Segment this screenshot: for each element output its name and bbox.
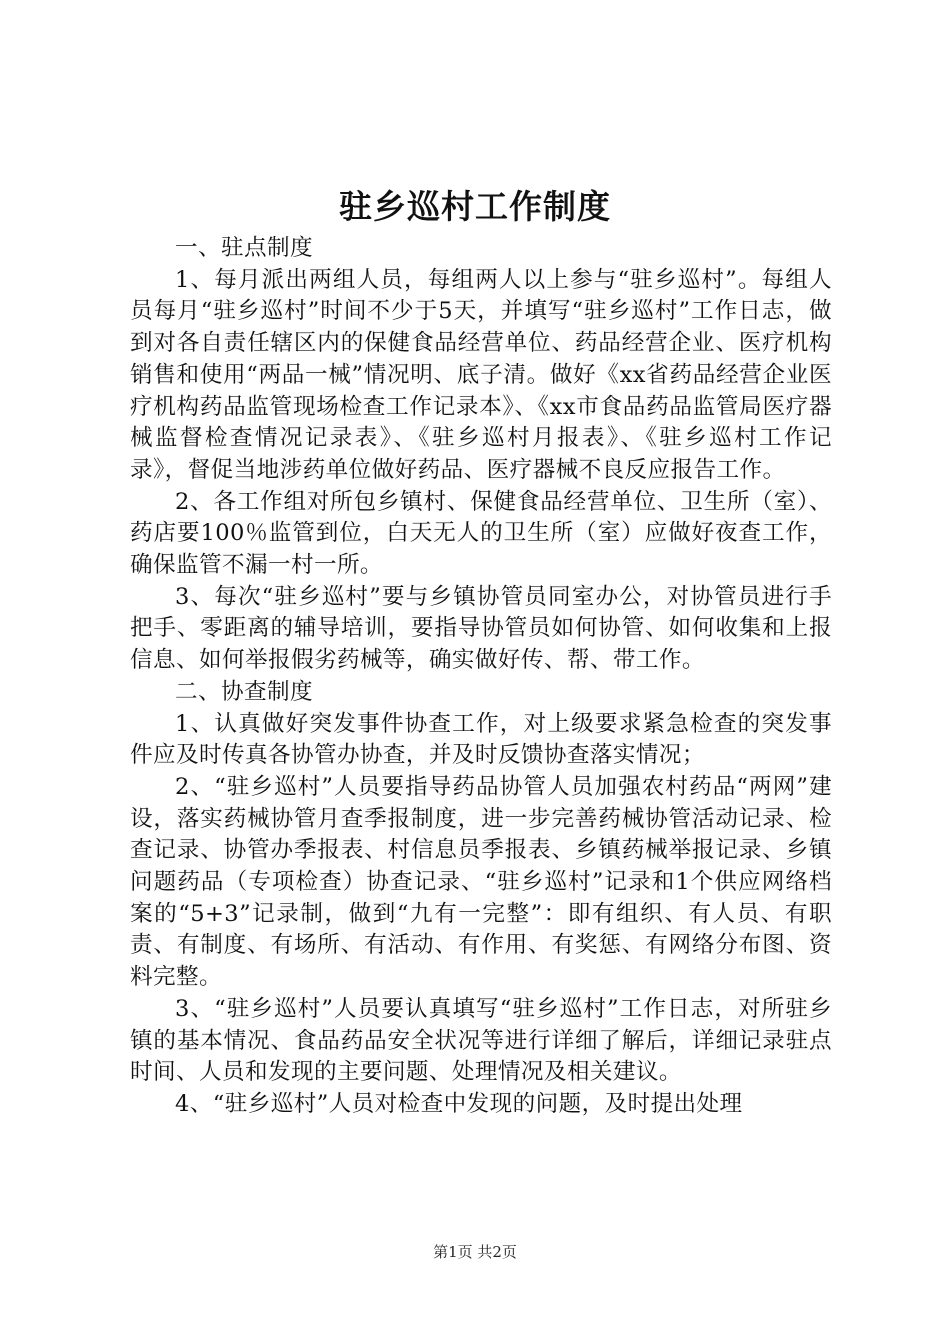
document-body — [130, 233, 832, 1121]
paragraph: 1、每月派出两组人员，每组两人以上参与“驻乡巡村”。每组人员每月“驻乡巡村”时间不少于5天，并填写“驻乡巡村”工作日志，做到对各自责任辖区内的保健食品经营单位、药品经营企业、医疗机构销售和使用“两品一械”情况明、底子清。做好《xx省药品经营企业医疗机构药品监管现场检查工作记录本》、《xx市食品药品监管局医疗器械监督检查情况记录表》、《驻乡巡村月报表》、《驻乡巡村工作记录》，督促当地涉药单位做好药品、医疗器械不良反应报告工作。 — [130, 266, 832, 483]
section-heading-2: 二、协查制度 — [175, 678, 313, 705]
page-number-footer: 第1页 共2页 — [433, 1243, 517, 1261]
document-title: 驻乡巡村工作制度 — [339, 187, 611, 226]
paragraph: 1、认真做好突发事件协查工作，对上级要求紧急检查的突发事件应及时传真各协管办协查，并及时反馈协查落实情况； — [130, 710, 832, 769]
section-heading-1: 一、驻点制度 — [175, 235, 313, 261]
paragraph: 4、“驻乡巡村”人员对检查中发现的问题，及时提出处理 — [175, 1090, 743, 1117]
paragraph: 3、“驻乡巡村”人员要认真填写“驻乡巡村”工作日志，对所驻乡镇的基本情况、食品药品安全状况等进行详细了解后，详细记录驻点时间、人员和发现的主要问题、处理情况及相关建议。 — [130, 995, 832, 1086]
paragraph: 2、各工作组对所包乡镇村、保健食品经营单位、卫生所（室）、药店要100％监管到位，白天无人的卫生所（室）应做好夜查工作，确保监管不漏一村一所。 — [130, 488, 832, 579]
paragraph: 2、“驻乡巡村”人员要指导药品协管人员加强农村药品“两网”建设，落实药械协管月查季报制度，进一步完善药械协管活动记录、检查记录、协管办季报表、村信息员季报表、乡镇药械举报记录、乡镇问题药品（专项检查）协查记录、“驻乡巡村”记录和1个供应网络档案的“5+3”记录制，做到“九有一完整”：即有组织、有人员、有职责、有制度、有场所、有活动、有作用、有奖惩、有网络分布图、资料完整。 — [130, 773, 832, 991]
paragraph: 3、每次“驻乡巡村”要与乡镇协管员同室办公，对协管员进行手把手、零距离的辅导培训，要指导协管员如何协管、如何收集和上报信息、如何举报假劣药械等，确实做好传、帮、带工作。 — [130, 583, 832, 674]
